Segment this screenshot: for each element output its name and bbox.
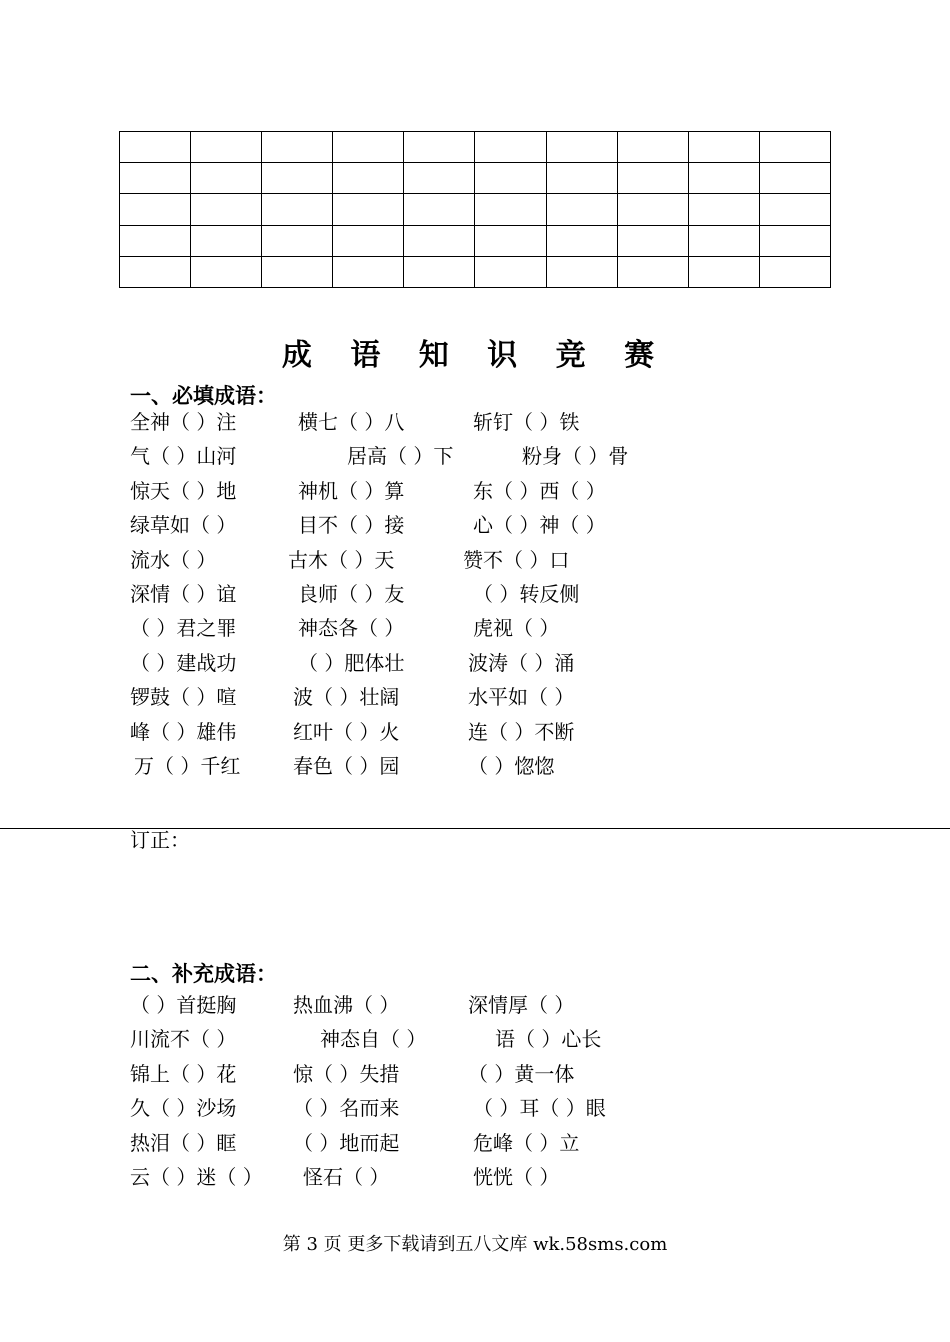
- idiom-item: 深情（ ）谊: [130, 582, 237, 606]
- idiom-item: 赞不（ ）口: [463, 547, 570, 572]
- grid-cell: [333, 163, 404, 194]
- grid-cell: [688, 194, 759, 225]
- grid-cell: [688, 256, 759, 287]
- idiom-item: （ ）地而起: [293, 1130, 400, 1155]
- grid-cell: [617, 225, 688, 256]
- answer-grid: [119, 131, 831, 288]
- idiom-item: 古木（ ）天: [288, 547, 395, 572]
- grid-cell: [546, 225, 617, 256]
- grid-cell: [475, 194, 546, 225]
- idiom-item: 深情厚（ ）: [468, 993, 575, 1017]
- grid-cell: [120, 132, 191, 163]
- idiom-item: 峰（ ）雄伟: [130, 719, 237, 744]
- idiom-item: 惊天（ ）地: [130, 478, 237, 503]
- idiom-item: 神机（ ）算: [298, 478, 405, 503]
- idiom-item: （ ）耳（ ）眼: [473, 1096, 606, 1121]
- idiom-item: 流水（ ）: [130, 547, 217, 572]
- grid-row: [120, 225, 831, 256]
- idiom-item: （ ）首挺胸: [130, 993, 237, 1017]
- grid-cell: [262, 225, 333, 256]
- idiom-item: 锦上（ ）花: [130, 1061, 237, 1086]
- idiom-item: （ ）黄一体: [468, 1061, 575, 1086]
- grid-cell: [759, 194, 830, 225]
- grid-cell: [475, 225, 546, 256]
- idiom-item: 神态各（ ）: [298, 616, 405, 641]
- grid-cell: [262, 163, 333, 194]
- grid-cell: [617, 194, 688, 225]
- grid-cell: [404, 163, 475, 194]
- idiom-item: 久（ ）沙场: [130, 1096, 237, 1121]
- idiom-item: 目不（ ）接: [298, 513, 405, 538]
- idiom-item: （ ）君之罪: [130, 616, 237, 641]
- grid-cell: [191, 194, 262, 225]
- idiom-item: 虎视（ ）: [473, 616, 560, 641]
- section2-heading: 二、补充成语：: [130, 962, 277, 986]
- grid-cell: [333, 132, 404, 163]
- grid-cell: [120, 225, 191, 256]
- grid-cell: [688, 225, 759, 256]
- grid-cell: [333, 256, 404, 287]
- section1-heading: 一、必填成语：: [130, 384, 277, 408]
- idiom-item: 粉身（ ）骨: [522, 444, 629, 469]
- grid-cell: [759, 163, 830, 194]
- idiom-item: 绿草如（ ）: [130, 513, 237, 538]
- idiom-item: （ ）名而来: [293, 1096, 400, 1121]
- grid-row: [120, 163, 831, 194]
- idiom-item: 波（ ）壮阔: [293, 685, 400, 710]
- grid-cell: [546, 132, 617, 163]
- grid-cell: [688, 163, 759, 194]
- idiom-item: 红叶（ ）火: [293, 719, 400, 744]
- idiom-item: 居高（ ）下: [347, 444, 454, 469]
- grid-row: [120, 194, 831, 225]
- grid-cell: [475, 256, 546, 287]
- grid-cell: [688, 132, 759, 163]
- grid-cell: [546, 256, 617, 287]
- idiom-item: 全神（ ）注: [130, 410, 237, 434]
- idiom-item: 横七（ ）八: [298, 410, 405, 434]
- idiom-item: 气（ ）山河: [130, 444, 237, 469]
- grid-cell: [404, 194, 475, 225]
- idiom-item: 惊（ ）失措: [293, 1061, 400, 1086]
- idiom-item: （ ）肥体壮: [298, 650, 405, 675]
- grid-cell: [617, 163, 688, 194]
- idiom-item: 热血沸（ ）: [293, 993, 400, 1017]
- grid-cell: [191, 256, 262, 287]
- grid-cell: [333, 225, 404, 256]
- grid-cell: [191, 225, 262, 256]
- idiom-item: 怪石（ ）: [303, 1165, 390, 1189]
- idiom-item: 水平如（ ）: [468, 685, 575, 710]
- idiom-item: 危峰（ ）立: [473, 1130, 580, 1155]
- idiom-item: 川流不（ ）: [130, 1027, 237, 1052]
- grid-cell: [120, 163, 191, 194]
- grid-cell: [759, 225, 830, 256]
- idiom-item: 语（ ）心长: [495, 1027, 602, 1052]
- grid-cell: [404, 132, 475, 163]
- page-title: 成 语 知 识 竞 赛: [281, 338, 669, 373]
- grid-cell: [546, 163, 617, 194]
- grid-cell: [262, 194, 333, 225]
- grid-cell: [475, 163, 546, 194]
- idiom-item: 热泪（ ）眶: [130, 1130, 237, 1155]
- grid-cell: [475, 132, 546, 163]
- grid-row: [120, 256, 831, 287]
- idiom-item: （ ）惚惚: [468, 754, 555, 778]
- grid-cell: [546, 194, 617, 225]
- idiom-item: 东（ ）西（ ）: [473, 478, 606, 503]
- grid-cell: [120, 256, 191, 287]
- grid-cell: [759, 256, 830, 287]
- page-footer: 第 3 页 更多下载请到五八文库 wk.58sms.com: [282, 1234, 668, 1255]
- idiom-item: 云（ ）迷（ ）: [130, 1165, 263, 1189]
- grid-row: [120, 132, 831, 163]
- idiom-item: 波涛（ ）涌: [468, 650, 575, 675]
- grid-cell: [617, 256, 688, 287]
- grid-cell: [262, 132, 333, 163]
- grid-cell: [120, 194, 191, 225]
- grid-cell: [191, 163, 262, 194]
- idiom-item: 斩钉（ ）铁: [473, 410, 580, 434]
- grid-cell: [617, 132, 688, 163]
- idiom-item: （ ）转反侧: [473, 582, 580, 606]
- grid-cell: [262, 256, 333, 287]
- idiom-item: （ ）建战功: [130, 650, 237, 675]
- idiom-item: 春色（ ）园: [293, 754, 400, 778]
- correction-label: 订正：: [130, 828, 190, 852]
- grid-cell: [404, 225, 475, 256]
- idiom-item: 心（ ）神（ ）: [473, 513, 606, 538]
- grid-cell: [759, 132, 830, 163]
- idiom-item: 良师（ ）友: [298, 582, 405, 606]
- idiom-item: 恍恍（ ）: [473, 1165, 560, 1189]
- grid-cell: [404, 256, 475, 287]
- grid-cell: [191, 132, 262, 163]
- grid-cell: [333, 194, 404, 225]
- idiom-item: 神态自（ ）: [320, 1027, 427, 1052]
- idiom-item: 万（ ）千红: [134, 754, 241, 778]
- idiom-item: 锣鼓（ ）喧: [130, 685, 237, 710]
- idiom-item: 连（ ）不断: [468, 719, 575, 744]
